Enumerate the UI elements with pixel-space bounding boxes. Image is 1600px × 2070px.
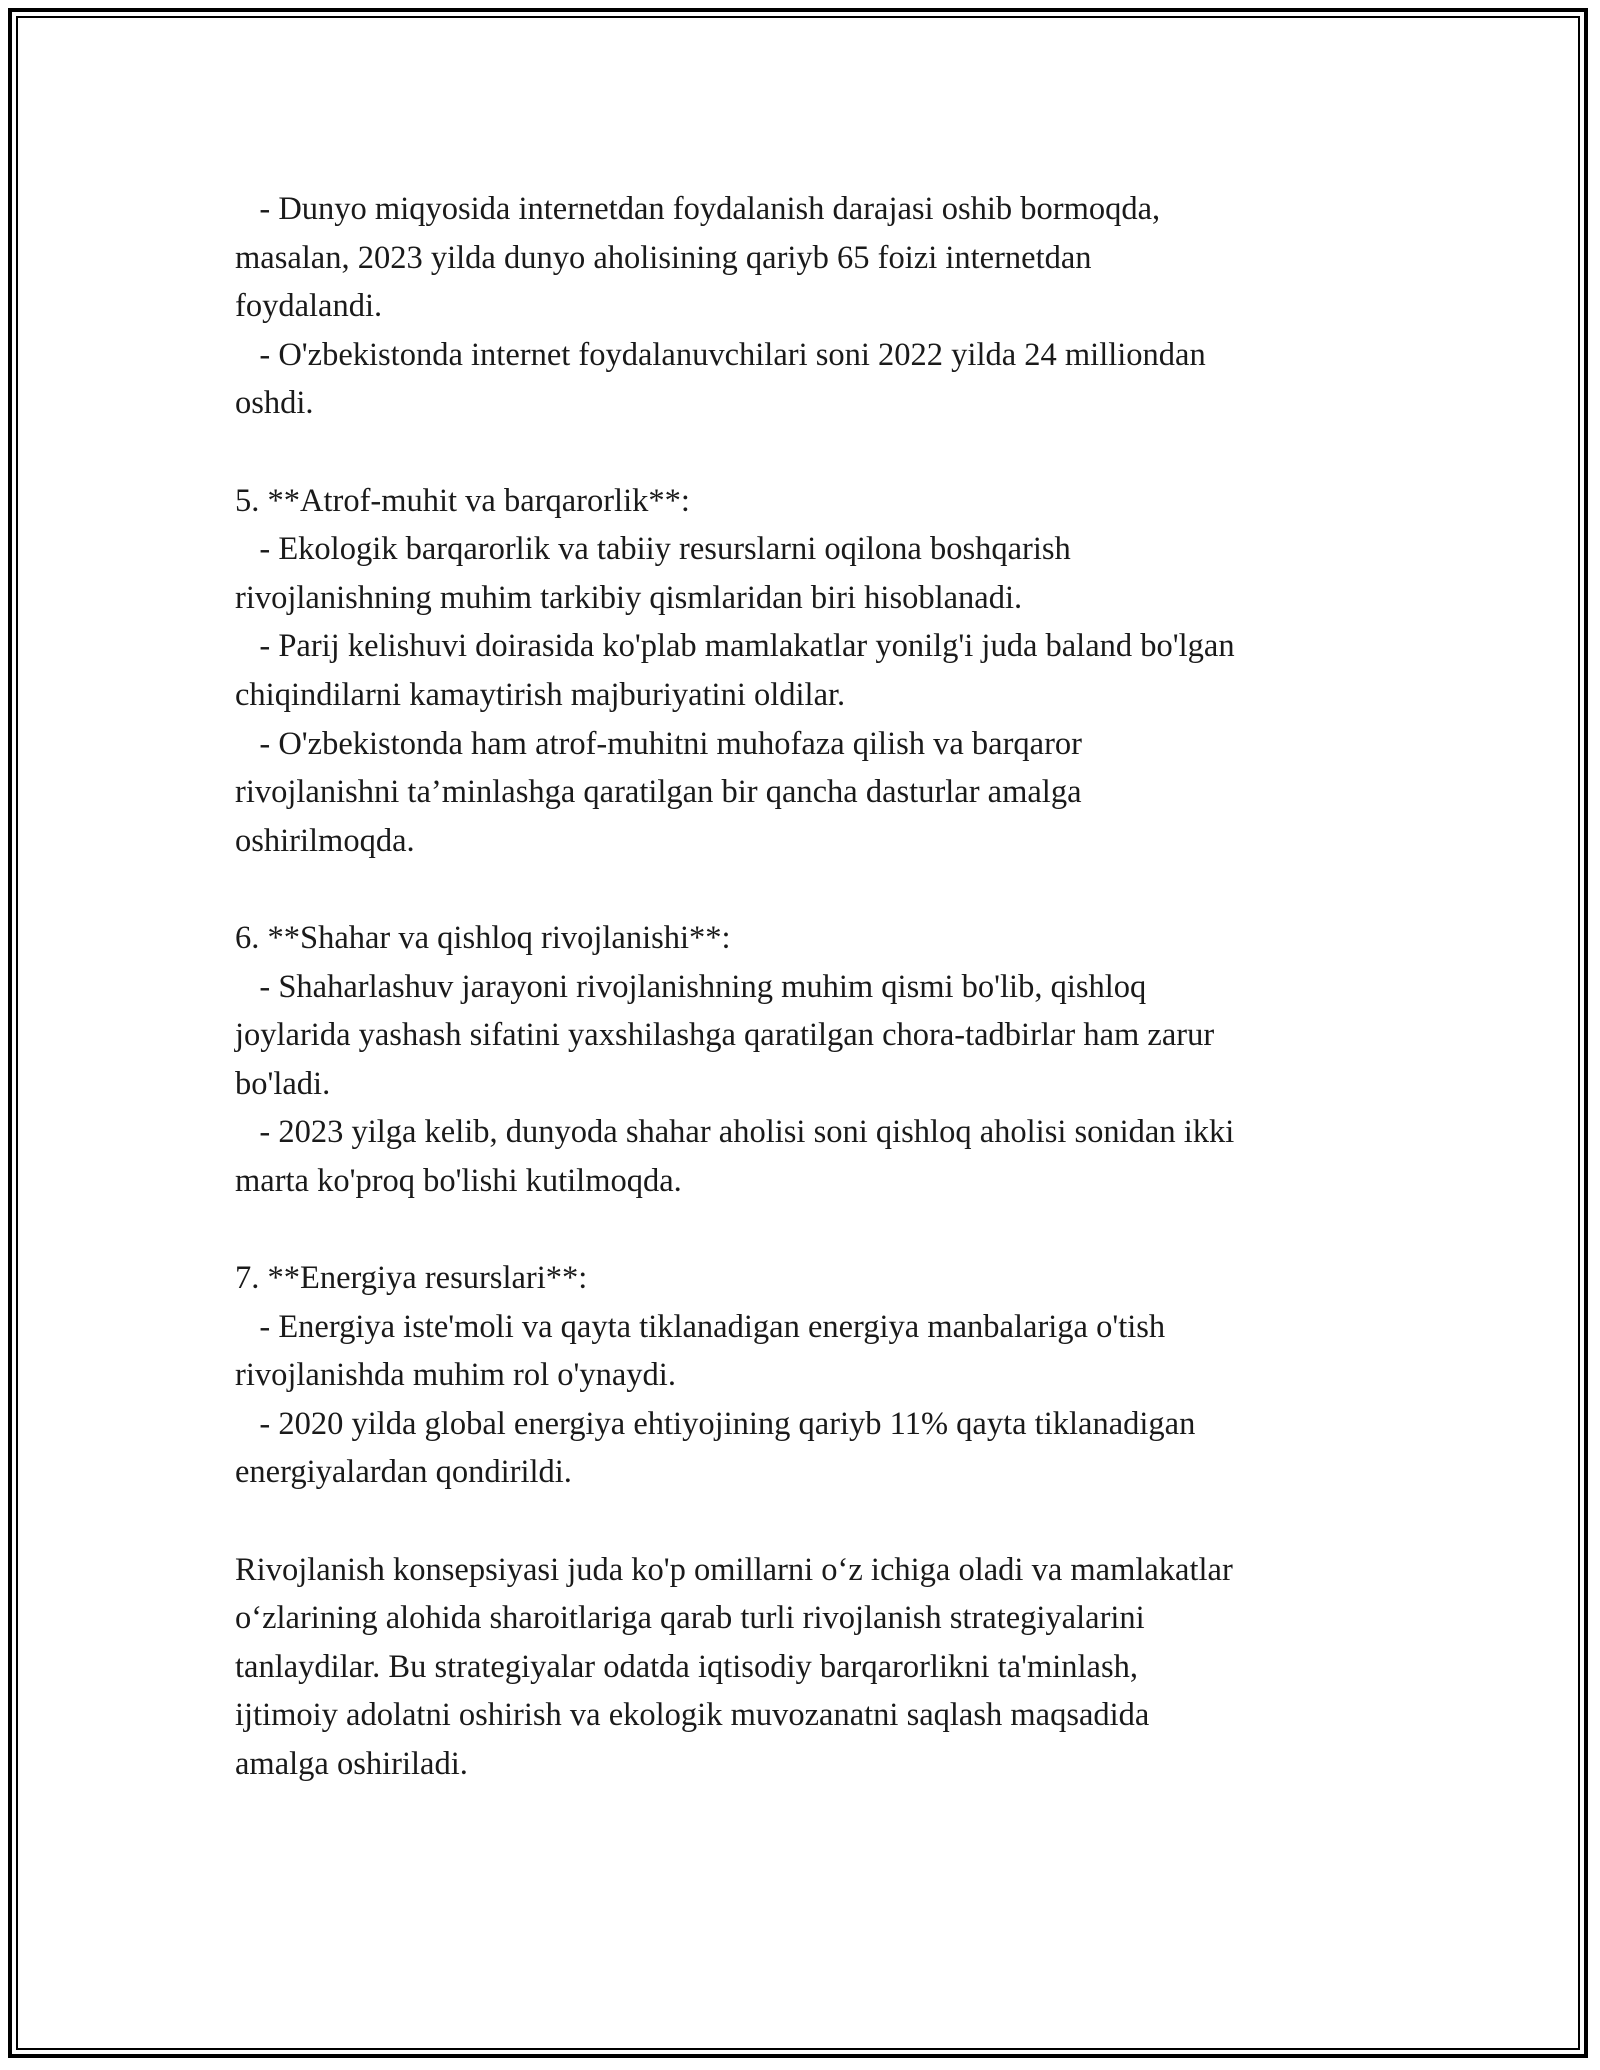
text-line: rivojlanishning muhim tarkibiy qismlaridan biri hisoblanadi. [235, 579, 1023, 616]
text-line: ijtimoiy adolatni oshirish va ekologik muvozanatni saqlash maqsadida [235, 1697, 1150, 1734]
text-line: joylarida yashash sifatini yaxshilashga qaratilgan chora-tadbirlar ham zarur [235, 1017, 1215, 1054]
text-line: foydalandi. [235, 288, 383, 325]
text-line: 6. **Shahar va qishloq rivojlanishi**: [235, 919, 731, 956]
text-line: - Parij kelishuvi doirasida ko'plab mamlakatlar yonilg'i juda baland bo'lgan [235, 628, 1235, 665]
text-line: - Ekologik barqarorlik va tabiiy resurslarni oqilona boshqarish [235, 531, 1071, 568]
text-line: bo'ladi. [235, 1065, 331, 1102]
text-line: rivojlanishda muhim rol o'ynaydi. [235, 1357, 676, 1394]
text-line [235, 428, 1385, 477]
text-line: - Energiya iste'moli va qayta tiklanadigan energiya manbalariga o'tish [235, 1308, 1166, 1345]
text-line: energiyalardan qondirildi. [235, 1454, 572, 1491]
text-line: tanlaydilar. Bu strategiyalar odatda iqtisodiy barqarorlikni ta'minlash, [235, 1648, 1138, 1685]
text-line: 7. **Energiya resurslari**: [235, 1260, 588, 1297]
text-line: - Dunyo miqyosida internetdan foydalanish darajasi oshib bormoqda, [235, 191, 1161, 227]
text-line: Rivojlanish konsepsiyasi juda ko'p omillarni o‘z ichiga oladi va mamlakatlar [235, 1551, 1233, 1588]
text-line: oshdi. [235, 385, 314, 422]
text-line: - Shaharlashuv jarayoni rivojlanishning muhim qismi bo'lib, qishloq [235, 968, 1147, 1005]
text-line: chiqindilarni kamaytirish majburiyatini oldilar. [235, 676, 846, 713]
text-line: marta ko'proq bo'lishi kutilmoqda. [235, 1162, 682, 1199]
text-line: amalga oshiriladi. [235, 1746, 468, 1782]
text-line [235, 1497, 1385, 1546]
text-line: 5. **Atrof-muhit va barqarorlik**: [235, 482, 690, 519]
document-body [235, 185, 1385, 1789]
text-line: - O'zbekistonda internet foydalanuvchilari soni 2022 yilda 24 milliondan [235, 336, 1206, 373]
text-line: o‘zlarining alohida sharoitlariga qarab turli rivojlanish strategiyalarini [235, 1600, 1145, 1637]
text-line: - 2020 yilda global energiya ehtiyojining qariyb 11% qayta tiklanadigan [235, 1405, 1196, 1442]
text-line: masalan, 2023 yilda dunyo aholisining qariyb 65 foizi internetdan [235, 239, 1092, 276]
text-line: - O'zbekistonda ham atrof-muhitni muhofaza qilish va barqaror [235, 725, 1082, 762]
text-line: - 2023 yilga kelib, dunyoda shahar aholisi soni qishloq aholisi sonidan ikki [235, 1114, 1235, 1151]
text-line [235, 865, 1385, 914]
text-line: oshirilmoqda. [235, 822, 415, 859]
text-line [235, 1205, 1385, 1254]
text-line: rivojlanishni ta’minlashga qaratilgan bir qancha dasturlar amalga [235, 774, 1082, 811]
